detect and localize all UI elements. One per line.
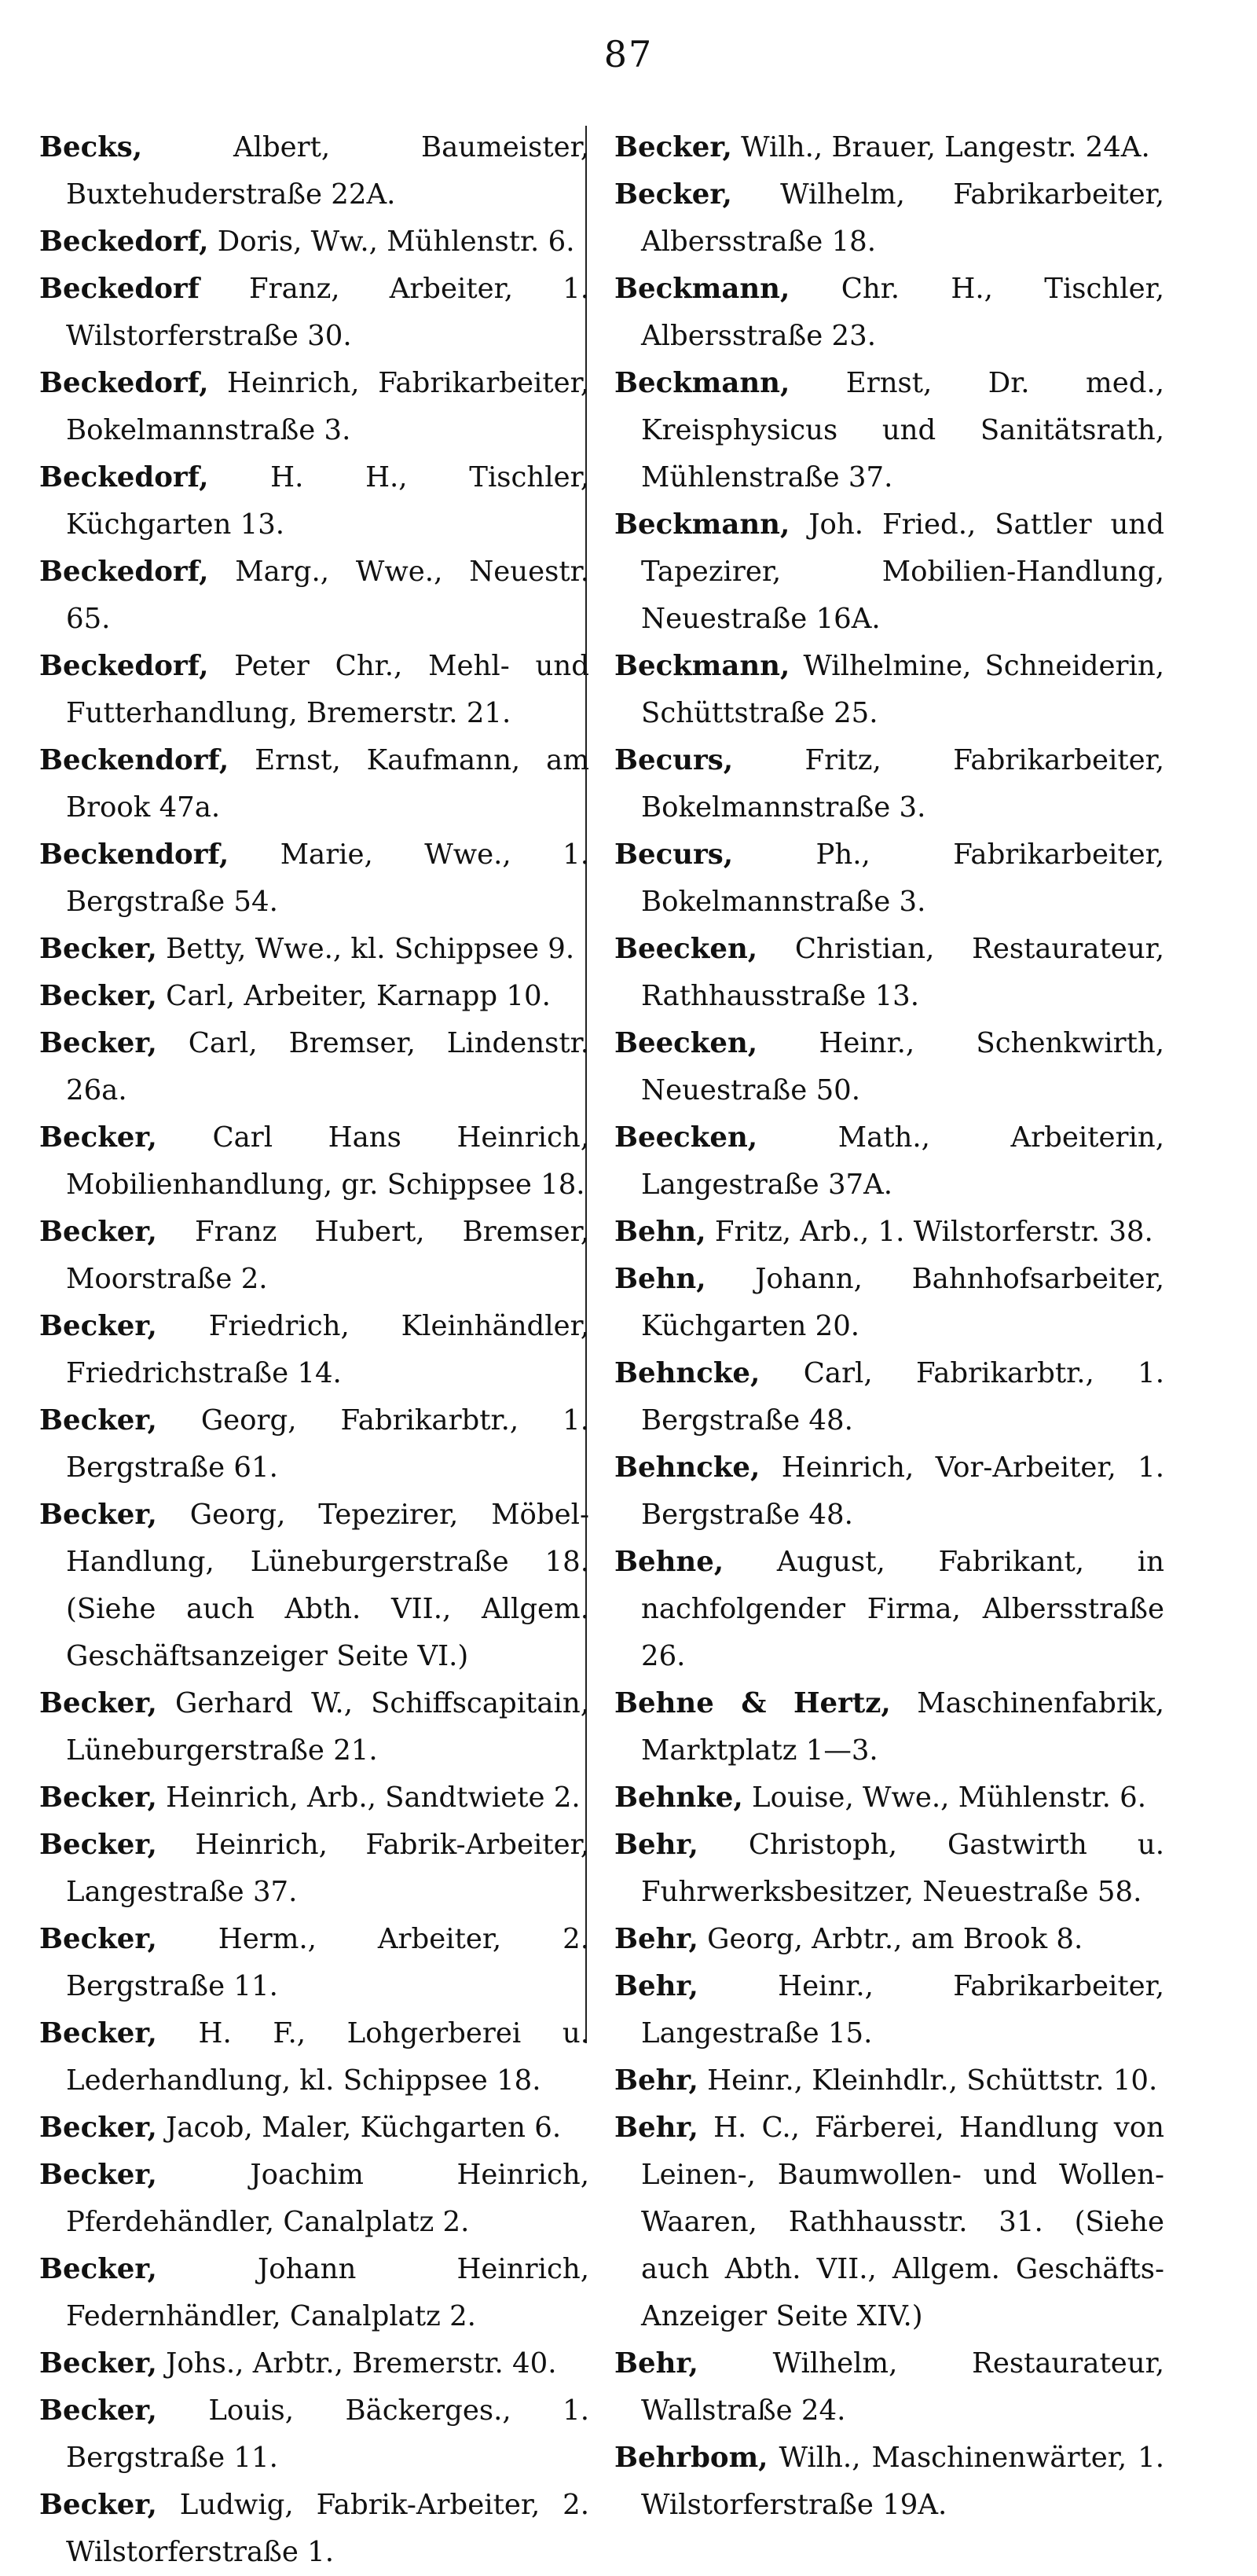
entry-surname: Beckedorf — [39, 273, 200, 305]
entry-details: Christian, Restaurateur, Rathhausstraße 13. — [641, 933, 1164, 1012]
entry-surname: Becker, — [39, 2489, 157, 2521]
entry-surname: Becker, — [39, 933, 157, 965]
entry-details: Herm., Arbeiter, 2. Bergstraße 11. — [66, 1923, 589, 2002]
entry-surname: Becker, — [39, 1027, 157, 1059]
entry-surname: Behn, — [614, 1216, 706, 1248]
directory-entry — [614, 926, 1164, 1020]
entry-details: Maschinenfabrik, Marktplatz 1—3. — [641, 1687, 1164, 1767]
entry-details: Christoph, Gastwirth u. Fuhrwerksbesitzer, Neuestraße 58. — [641, 1829, 1164, 1908]
directory-entry — [39, 549, 589, 643]
entry-details: Heinrich, Fabrikarbeiter, Bokelmannstraße 3. — [66, 367, 589, 446]
directory-entry — [39, 1020, 589, 1114]
entry-surname: Behr, — [614, 2064, 698, 2097]
entry-details: Math., Arbeiterin, Langestraße 37A. — [641, 1121, 1164, 1201]
directory-entry — [39, 1114, 589, 1209]
directory-entry — [39, 124, 589, 218]
directory-entry — [614, 1350, 1164, 1444]
directory-entry — [39, 1680, 589, 1774]
directory-entry — [39, 2152, 589, 2246]
directory-entry — [614, 1209, 1164, 1256]
directory-entry — [614, 1963, 1164, 2057]
entry-details: August, Fabrikant, in nachfolgender Firma, Albersstraße 26. — [641, 1546, 1164, 1672]
entry-details: Joh. Fried., Sattler und Tapezirer, Mobilien-Handlung, Neuestraße 16A. — [641, 508, 1164, 635]
directory-entry — [39, 266, 589, 360]
directory-entry — [39, 2010, 589, 2104]
directory-entry — [614, 831, 1164, 926]
entry-details: Carl, Fabrikarbtr., 1. Bergstraße 48. — [641, 1357, 1164, 1437]
entry-surname: Beecken, — [614, 1027, 758, 1059]
entry-surname: Behn, — [614, 1263, 706, 1295]
directory-entry — [39, 1397, 589, 1492]
entry-surname: Becker, — [39, 1216, 157, 1248]
entry-details: Wilh., Maschinenwärter, 1. Wilstorferstraße 19A. — [641, 2442, 1164, 2521]
entry-surname: Becker, — [39, 2347, 157, 2380]
entry-surname: Becker, — [39, 1121, 157, 1154]
entry-surname: Behrbom, — [614, 2442, 768, 2474]
entry-surname: Beckedorf, — [39, 461, 209, 494]
directory-entry — [614, 360, 1164, 501]
directory-entry — [614, 1916, 1164, 1963]
directory-entry — [614, 266, 1164, 360]
directory-entry — [614, 501, 1164, 643]
entry-details: H. C., Färberei, Handlung von Leinen-, Baumwollen- und Wollen-Waaren, Rathhausstr. 31. (Siehe auch Abth. VII., Allgem. Geschäfts-Anzeiger Seite XIV.) — [641, 2112, 1164, 2332]
entry-surname: Behncke, — [614, 1357, 760, 1389]
entry-details: Betty, Wwe., kl. Schippsee 9. — [156, 933, 575, 965]
entry-surname: Behnke, — [614, 1782, 743, 1814]
entry-details: Fritz, Fabrikarbeiter, Bokelmannstraße 3. — [641, 744, 1164, 824]
directory-entry — [39, 926, 589, 973]
entry-details: Heinr., Kleinhdlr., Schüttstr. 10. — [698, 2064, 1158, 2097]
entry-surname: Becurs, — [614, 838, 734, 871]
entry-details: Franz Hubert, Bremser, Moorstraße 2. — [66, 1216, 589, 1295]
entry-details: Johann, Bahnhofsarbeiter, Küchgarten 20. — [641, 1263, 1164, 1342]
entry-details: Albert, Baumeister, Buxtehuderstraße 22A. — [66, 131, 589, 211]
directory-entry — [614, 1256, 1164, 1350]
entry-details: Marg., Wwe., Neuestr. 65. — [66, 556, 589, 635]
directory-entry — [39, 1822, 589, 1916]
entry-surname: Beckmann, — [614, 273, 790, 305]
entry-details: Heinr., Schenkwirth, Neuestraße 50. — [641, 1027, 1164, 1106]
entry-surname: Beecken, — [614, 1121, 758, 1154]
directory-entry — [614, 737, 1164, 831]
entry-surname: Beckedorf, — [39, 226, 209, 258]
entry-surname: Beckmann, — [614, 367, 790, 399]
entry-details: Ph., Fabrikarbeiter, Bokelmannstraße 3. — [641, 838, 1164, 918]
entry-surname: Beckendorf, — [39, 838, 229, 871]
directory-entry — [39, 973, 589, 1020]
entry-details: Ludwig, Fabrik-Arbeiter, 2. Wilstorferstraße 1. — [66, 2489, 589, 2568]
entry-surname: Beckmann, — [614, 650, 790, 682]
directory-entry — [39, 1303, 589, 1397]
entry-details: Franz, Arbeiter, 1. Wilstorferstraße 30. — [66, 273, 589, 352]
entry-details: Carl, Bremser, Lindenstr. 26a. — [66, 1027, 589, 1106]
entry-surname: Beckedorf, — [39, 556, 209, 588]
directory-entry — [614, 1680, 1164, 1774]
directory-entry — [39, 1774, 589, 1822]
entry-details: Wilhelmine, Schneiderin, Schüttstraße 25. — [641, 650, 1164, 729]
entry-surname: Becker, — [39, 1404, 157, 1437]
directory-entry — [614, 643, 1164, 737]
entry-details: Joachim Heinrich, Pferdehändler, Canalplatz 2. — [66, 2159, 589, 2238]
entry-details: Wilhelm, Fabrikarbeiter, Albersstraße 18. — [641, 178, 1164, 258]
entry-surname: Becker, — [39, 1923, 157, 1955]
entry-surname: Beecken, — [614, 933, 758, 965]
entry-surname: Becker, — [39, 2112, 157, 2144]
entry-details: Marie, Wwe., 1. Bergstraße 54. — [66, 838, 589, 918]
entry-details: Jacob, Maler, Küchgarten 6. — [156, 2112, 562, 2144]
entry-surname: Beckedorf, — [39, 367, 209, 399]
directory-entry — [614, 1020, 1164, 1114]
entry-details: Chr. H., Tischler, Albersstraße 23. — [641, 273, 1164, 352]
entry-details: Heinr., Fabrikarbeiter, Langestraße 15. — [641, 1970, 1164, 2049]
entry-surname: Behne, — [614, 1546, 724, 1578]
left-column — [39, 124, 589, 2576]
entry-surname: Beckendorf, — [39, 744, 229, 776]
entry-surname: Becker, — [614, 131, 732, 163]
entry-details: Carl Hans Heinrich, Mobilienhandlung, gr. Schippsee 18. — [66, 1121, 589, 1201]
entry-surname: Becker, — [39, 1310, 157, 1342]
entry-surname: Behr, — [614, 1923, 698, 1955]
directory-entry — [614, 1444, 1164, 1539]
entry-details: Friedrich, Kleinhändler, Friedrichstraße 14. — [66, 1310, 589, 1389]
directory-entry — [39, 2246, 589, 2340]
directory-entry — [39, 2104, 589, 2152]
directory-entry — [614, 124, 1164, 171]
directory-entry — [39, 2340, 589, 2387]
directory-entry — [39, 2387, 589, 2482]
entry-details: Wilhelm, Restaurateur, Wallstraße 24. — [641, 2347, 1164, 2427]
entry-surname: Behncke, — [614, 1451, 760, 1484]
directory-entry — [614, 171, 1164, 266]
entry-surname: Becker, — [39, 980, 157, 1012]
directory-entry — [39, 1209, 589, 1303]
entry-details: H. H., Tischler, Küchgarten 13. — [66, 461, 589, 541]
entry-surname: Becker, — [39, 1782, 157, 1814]
directory-entry — [39, 218, 589, 266]
directory-entry — [614, 2104, 1164, 2340]
entry-surname: Becker, — [39, 2394, 157, 2427]
directory-entry — [39, 454, 589, 549]
entry-details: Louise, Wwe., Mühlenstr. 6. — [742, 1782, 1147, 1814]
directory-entry — [39, 737, 589, 831]
entry-surname: Becurs, — [614, 744, 734, 776]
entry-surname: Becker, — [39, 2253, 157, 2285]
entry-surname: Becker, — [39, 1499, 157, 1531]
entry-details: Fritz, Arb., 1. Wilstorferstr. 38. — [705, 1216, 1153, 1248]
entry-surname: Becker, — [39, 1687, 157, 1719]
entry-details: Ernst, Dr. med., Kreisphysicus und Sanitätsrath, Mühlenstraße 37. — [641, 367, 1164, 494]
directory-entry — [39, 2482, 589, 2576]
entry-details: Heinrich, Arb., Sandtwiete 2. — [156, 1782, 581, 1814]
directory-entry — [39, 1492, 589, 1680]
entry-surname: Becker, — [39, 1829, 157, 1861]
entry-surname: Behr, — [614, 2347, 698, 2380]
directory-entry — [614, 2057, 1164, 2104]
directory-entry — [39, 831, 589, 926]
directory-entry — [614, 1774, 1164, 1822]
entry-details: Georg, Tepezirer, Möbel-Handlung, Lüneburgerstraße 18. (Siehe auch Abth. VII., Allgem. Geschäftsanzeiger Seite VI.) — [66, 1499, 589, 1672]
entry-details: Heinrich, Vor-Arbeiter, 1. Bergstraße 48. — [641, 1451, 1164, 1531]
entry-details: Louis, Bäckerges., 1. Bergstraße 11. — [66, 2394, 589, 2474]
entry-details: Wilh., Brauer, Langestr. 24A. — [731, 131, 1150, 163]
entry-details: Georg, Arbtr., am Brook 8. — [698, 1923, 1083, 1955]
directory-entry — [614, 2435, 1164, 2529]
entry-details: Peter Chr., Mehl- und Futterhandlung, Bremerstr. 21. — [66, 650, 589, 729]
entry-surname: Behr, — [614, 2112, 698, 2144]
entry-surname: Becker, — [614, 178, 732, 211]
entry-details: Johs., Arbtr., Bremerstr. 40. — [156, 2347, 557, 2380]
directory-entry — [39, 360, 589, 454]
directory-entry — [39, 1916, 589, 2010]
directory-entry — [614, 2340, 1164, 2435]
directory-entry — [614, 1822, 1164, 1916]
page-number: 87 — [603, 33, 654, 75]
directory-entry — [614, 1114, 1164, 1209]
entry-details: H. F., Lohgerberei u. Lederhandlung, kl. Schippsee 18. — [66, 2017, 589, 2097]
entry-details: Ernst, Kaufmann, am Brook 47a. — [66, 744, 589, 824]
entry-surname: Becker, — [39, 2017, 157, 2049]
entry-details: Gerhard W., Schiffscapitain, Lüneburgerstraße 21. — [66, 1687, 589, 1767]
entry-surname: Beckedorf, — [39, 650, 209, 682]
entry-surname: Becks, — [39, 131, 143, 163]
entry-details: Georg, Fabrikarbtr., 1. Bergstraße 61. — [66, 1404, 589, 1484]
entry-details: Heinrich, Fabrik-Arbeiter, Langestraße 37. — [66, 1829, 589, 1908]
directory-entry — [39, 643, 589, 737]
entry-details: Carl, Arbeiter, Karnapp 10. — [156, 980, 551, 1012]
entry-details: Johann Heinrich, Federnhändler, Canalplatz 2. — [66, 2253, 589, 2332]
entry-surname: Beckmann, — [614, 508, 790, 541]
entry-surname: Behne & Hertz, — [614, 1687, 891, 1719]
entry-surname: Becker, — [39, 2159, 157, 2191]
entry-details: Doris, Ww., Mühlenstr. 6. — [208, 226, 575, 258]
entry-surname: Behr, — [614, 1829, 698, 1861]
right-column — [614, 124, 1164, 2529]
directory-entry — [614, 1539, 1164, 1680]
entry-surname: Behr, — [614, 1970, 698, 2002]
